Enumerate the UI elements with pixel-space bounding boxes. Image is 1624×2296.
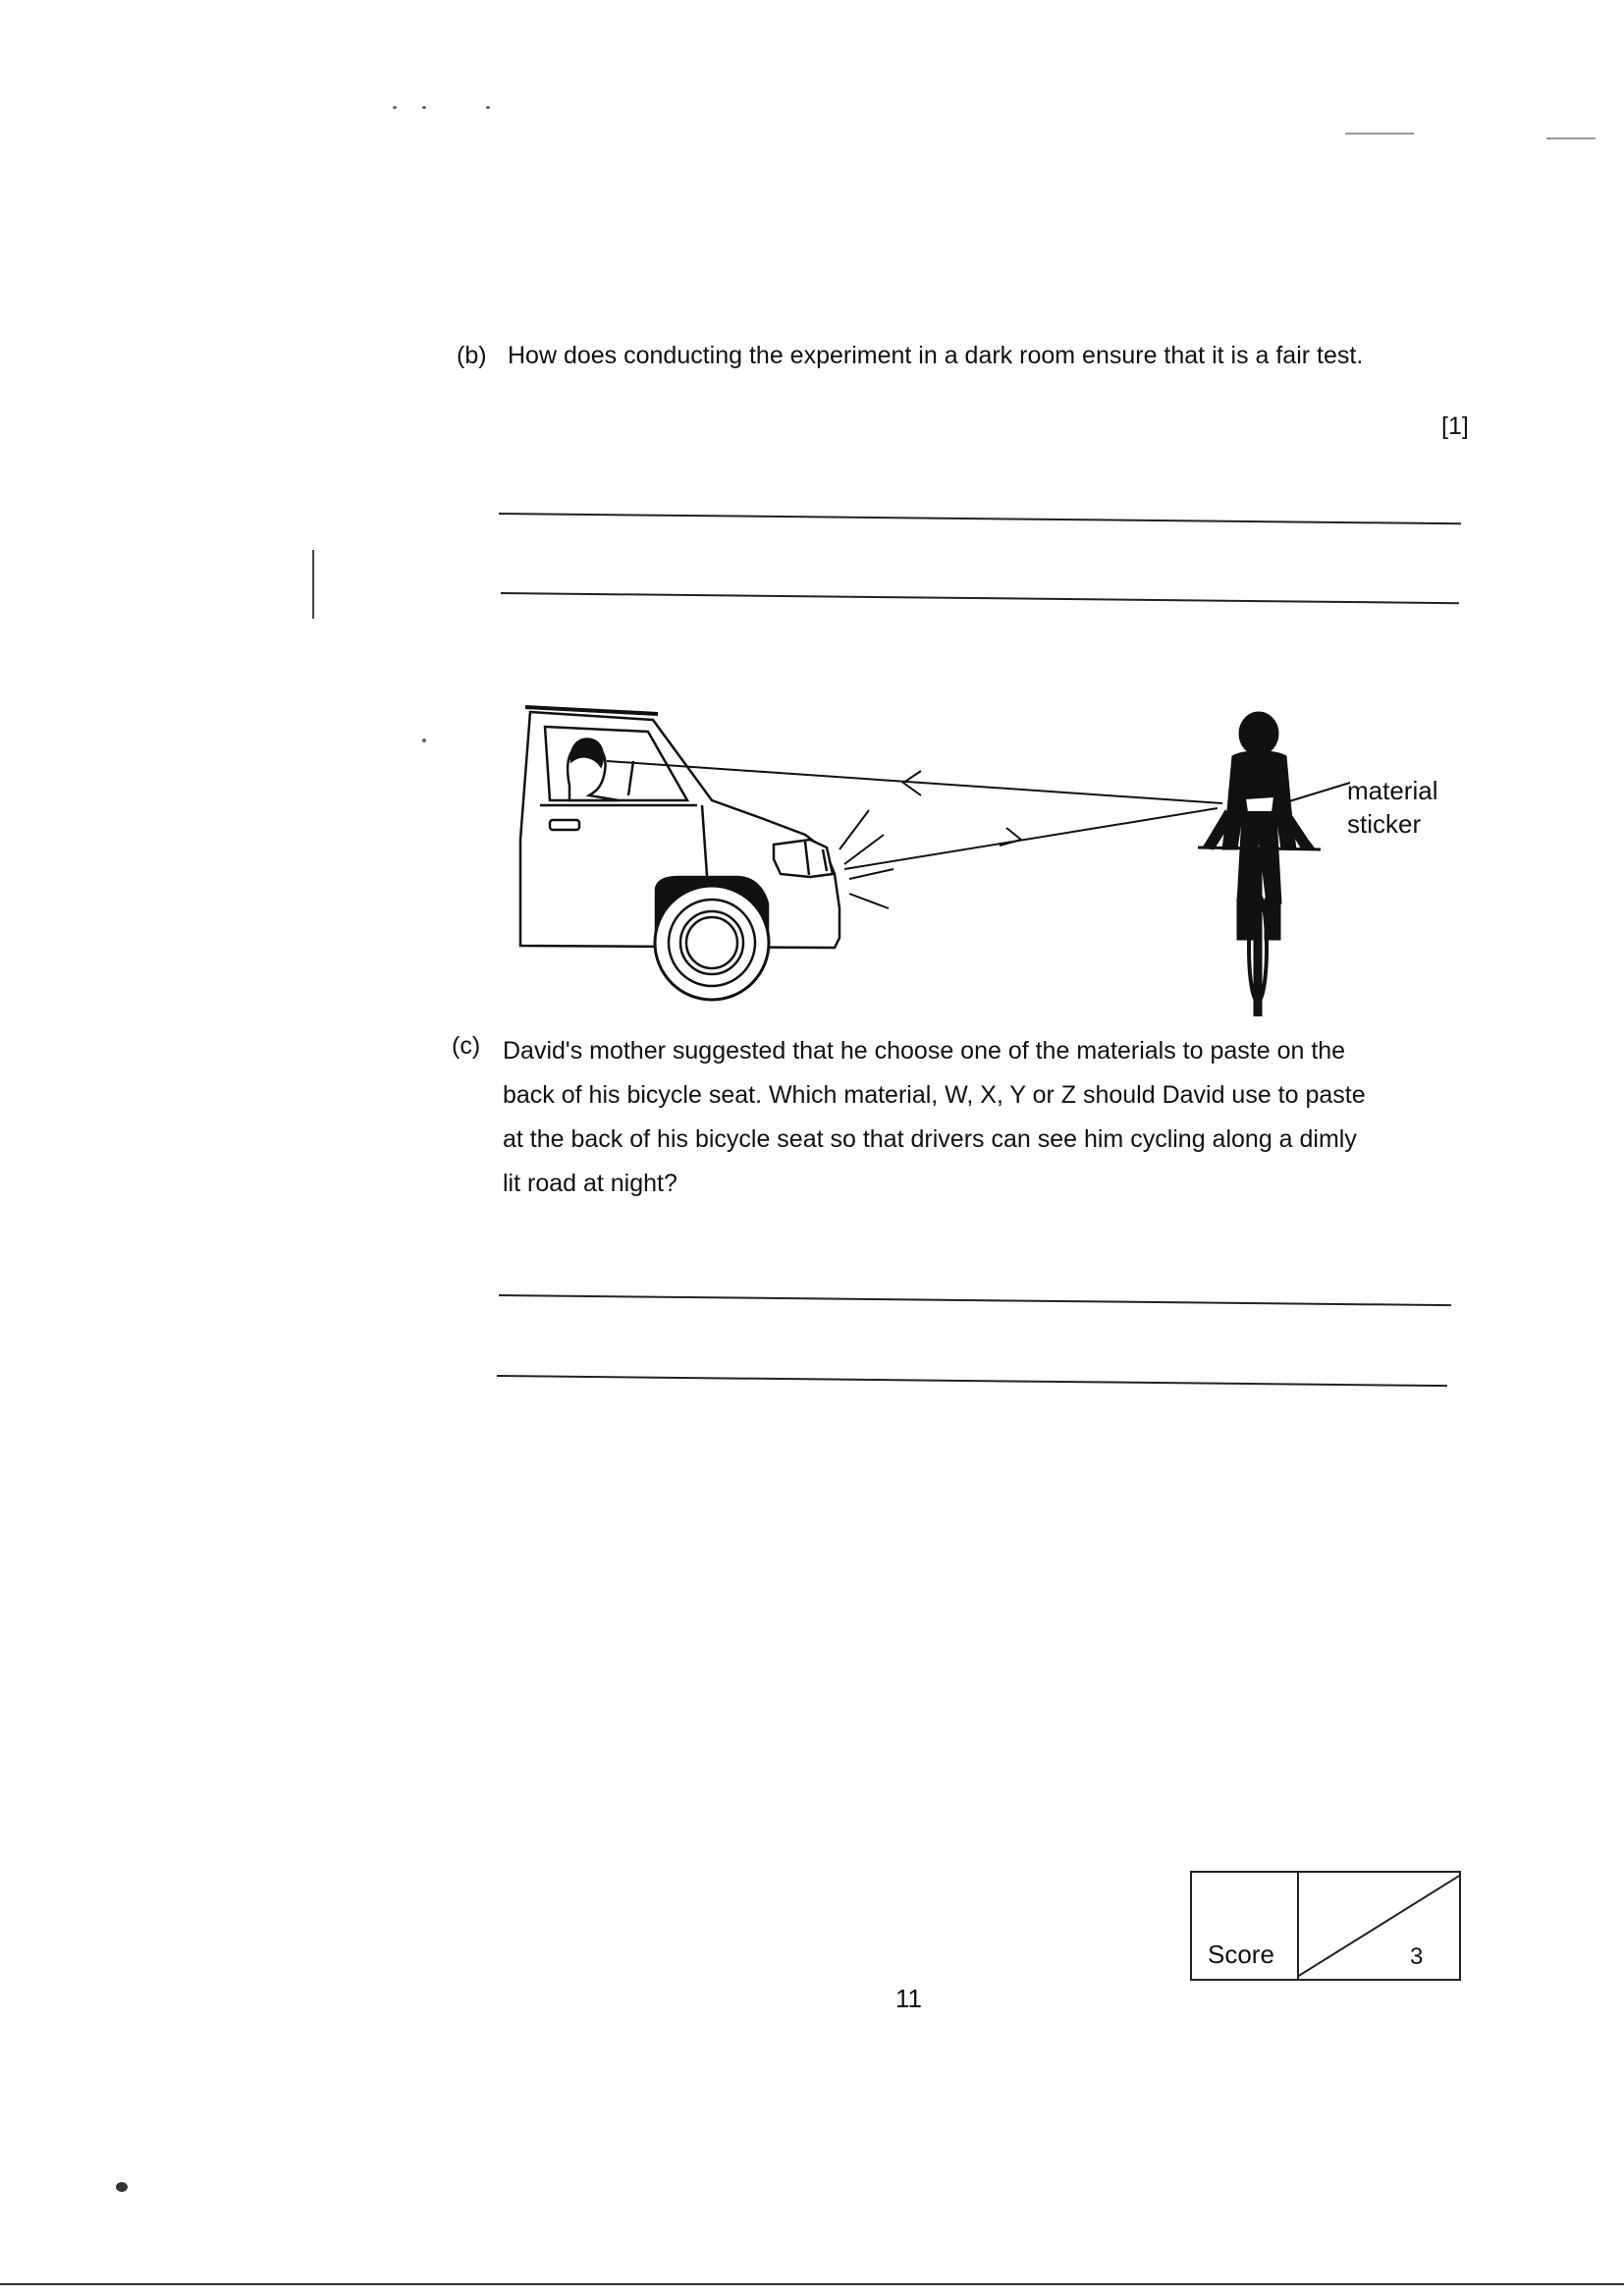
scan-speck xyxy=(422,738,426,742)
score-total: 3 xyxy=(1410,1943,1424,1970)
question-c-label: (c) xyxy=(452,1032,481,1060)
page-number: 11 xyxy=(895,1984,922,2013)
material-sticker-label-line1: material xyxy=(1347,776,1438,805)
material-sticker-label-line2: sticker xyxy=(1347,809,1422,839)
scan-speck xyxy=(1345,133,1414,135)
scan-speck xyxy=(116,2182,128,2192)
question-c-text xyxy=(503,1029,1366,1206)
question-c-line: David's mother suggested that he choose one of the materials to paste on the xyxy=(503,1037,1346,1065)
score-label: Score xyxy=(1208,1940,1274,1969)
question-b-text: How does conducting the experiment in a dark room ensure that it is a fair test. xyxy=(508,342,1364,369)
question-b-marks: [1] xyxy=(1441,412,1469,440)
question-b-label: (b) xyxy=(457,342,487,369)
headlight-rays xyxy=(839,810,893,908)
car-cyclist-diagram xyxy=(511,702,1453,1016)
answer-line[interactable] xyxy=(501,592,1459,604)
car xyxy=(520,707,839,1000)
scan-speck xyxy=(486,106,490,109)
incident-light-ray xyxy=(844,808,1218,869)
question-c-line: back of his bicycle seat. Which material, W, X, Y or Z should David use to paste xyxy=(503,1081,1366,1109)
score-diagonal xyxy=(1297,1873,1461,1979)
scan-speck xyxy=(422,106,426,109)
score-box xyxy=(1190,1871,1461,1981)
question-c xyxy=(452,1029,1473,1216)
question-b xyxy=(457,339,1497,378)
bottom-rule xyxy=(0,2283,1624,2285)
scan-speck xyxy=(393,106,397,109)
answer-line[interactable] xyxy=(499,513,1461,524)
scan-speck xyxy=(312,550,314,619)
answer-line[interactable] xyxy=(499,1294,1451,1306)
question-c-line: lit road at night? xyxy=(503,1170,677,1197)
question-c-line: at the back of his bicycle seat so that drivers can see him cycling along a dimly xyxy=(503,1125,1357,1153)
material-sticker-label xyxy=(1347,774,1437,841)
cyclist xyxy=(1198,712,1321,1016)
scan-speck xyxy=(1546,137,1596,139)
answer-line[interactable] xyxy=(497,1375,1447,1387)
